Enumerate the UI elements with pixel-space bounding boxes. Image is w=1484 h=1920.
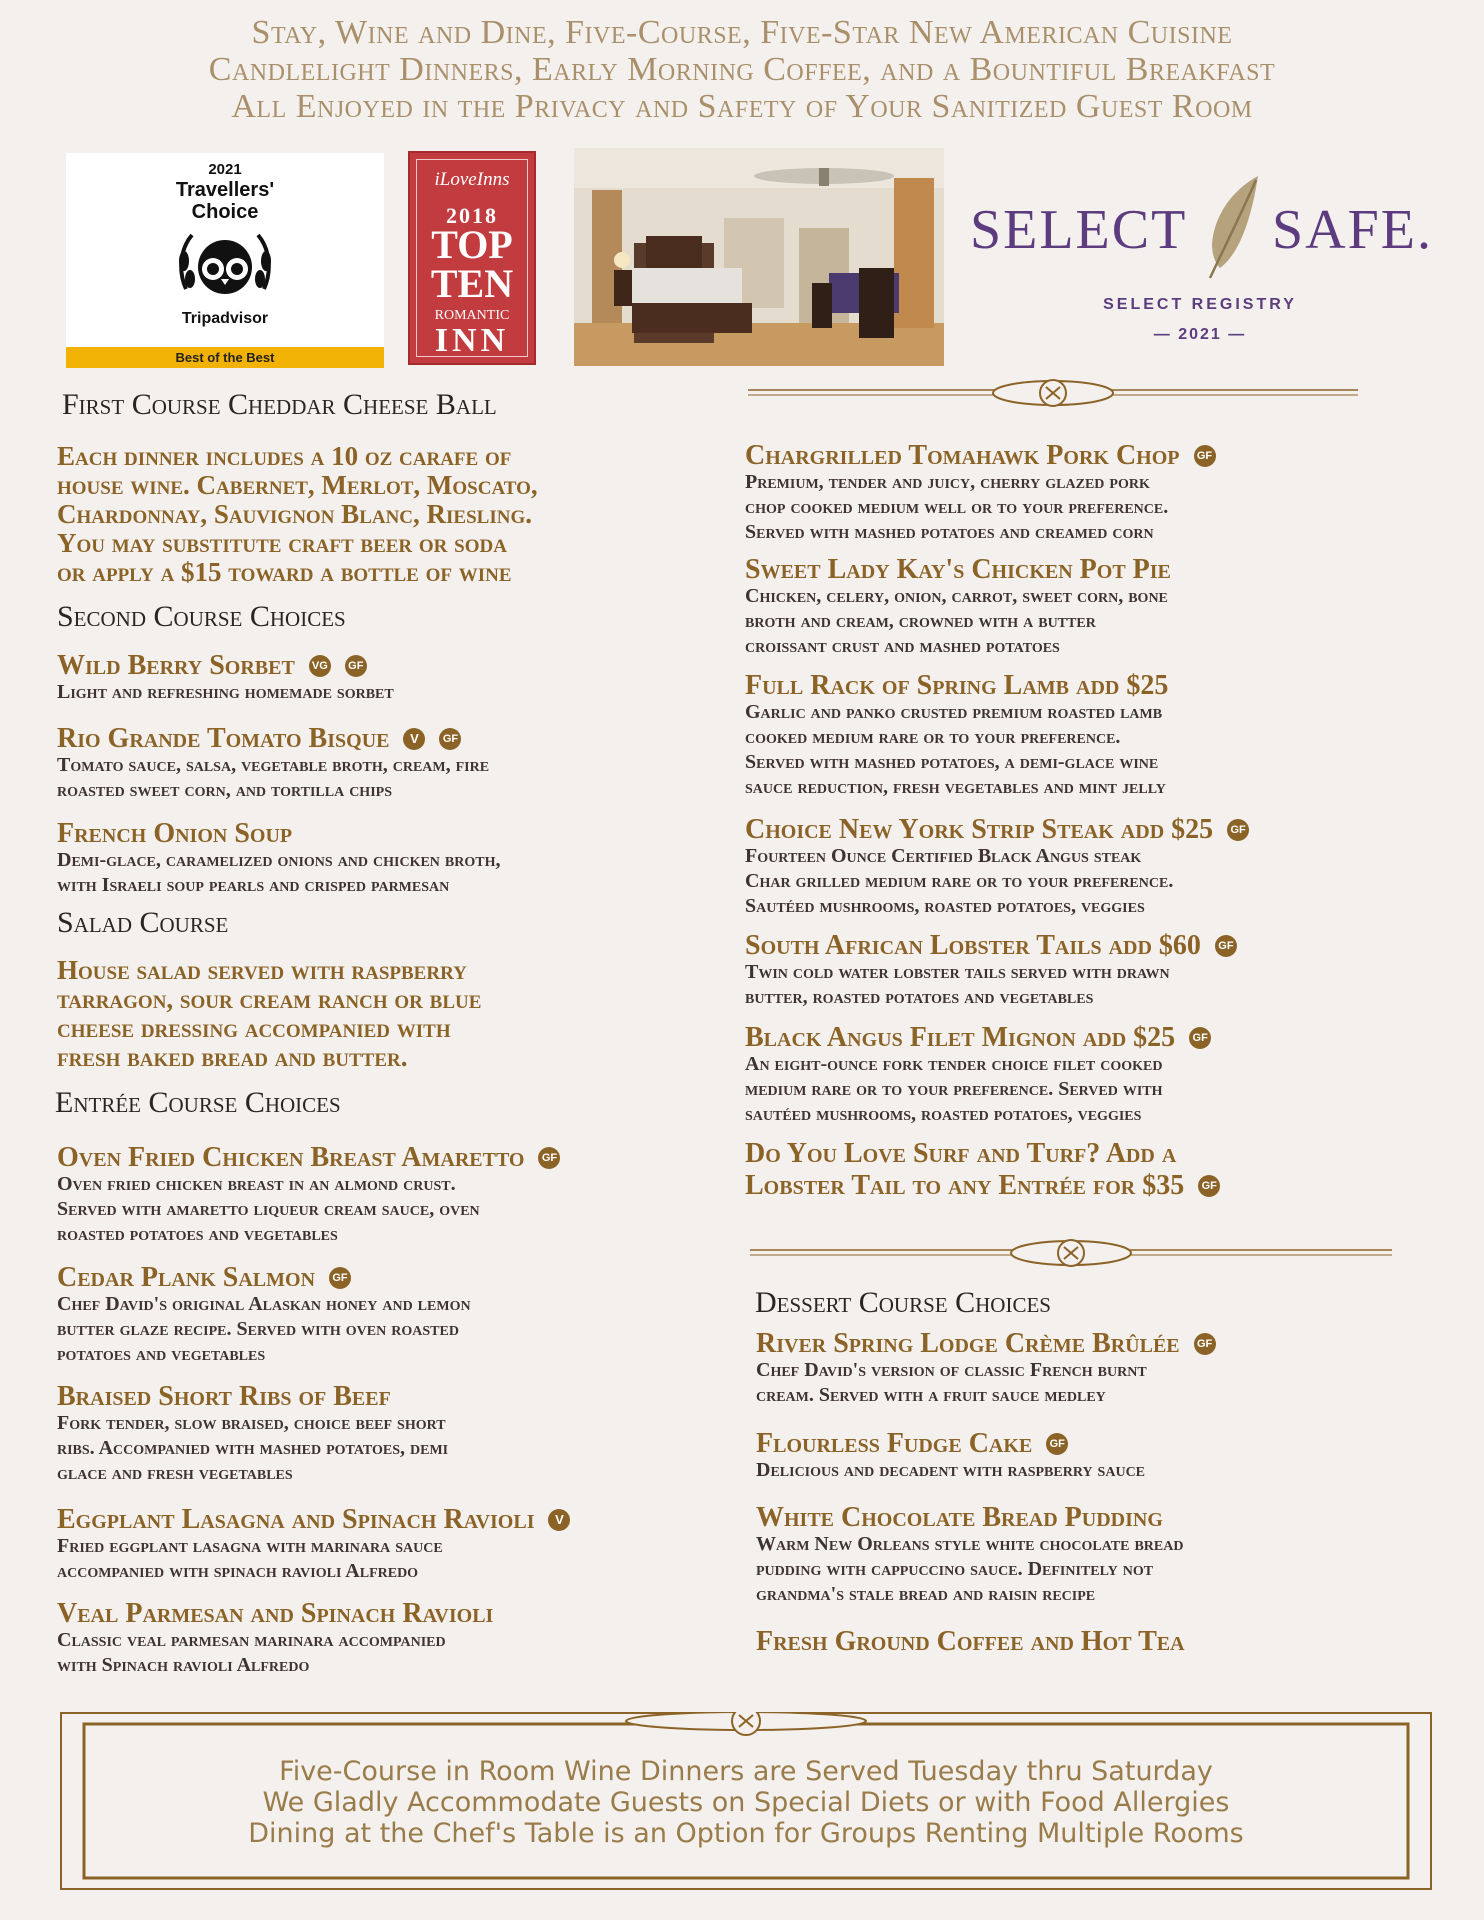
li-year: 2018: [446, 203, 498, 228]
salad-line: tarragon, sour cream ranch or blue: [57, 984, 482, 1014]
menu-item-desc: Fork tender, slow braised, choice beef short: [57, 1412, 446, 1434]
li-inn: INN: [434, 322, 510, 359]
menu-item-name: Choice New York Strip Steak add $25: [745, 814, 1214, 845]
gluten-free-badge-icon: GF: [329, 1267, 351, 1289]
menu-item-desc: An eight-ounce fork tender choice filet cooked: [745, 1053, 1163, 1075]
menu-item-desc: Garlic and panko crusted premium roasted lamb: [745, 701, 1163, 723]
vegetarian-badge-icon: V: [403, 728, 425, 750]
menu-item-name: River Spring Lodge Crème Brûlée: [756, 1328, 1180, 1359]
menu-item: [57, 652, 394, 705]
menu-item-name: Fresh Ground Coffee and Hot Tea: [756, 1626, 1185, 1657]
footer-text: [60, 1756, 1432, 1849]
menu-item-desc: potatoes and vegetables: [57, 1343, 266, 1365]
menu-item-desc: Oven fried chicken breast in an almond crust.: [57, 1173, 456, 1195]
gluten-free-badge-icon: GF: [439, 728, 461, 750]
header-line-1: Stay, Wine and Dine, Five-Course, Five-Star New American Cuisine: [251, 14, 1233, 51]
menu-item-desc: accompanied with spinach ravioli Alfredo: [57, 1560, 419, 1582]
menu-item-desc: Premium, tender and juicy, cherry glazed pork: [745, 471, 1150, 493]
gluten-free-badge-icon: GF: [345, 655, 367, 677]
li-top: TOP: [431, 222, 513, 267]
menu-item-desc: cream. Served with a fruit sauce medley: [756, 1384, 1106, 1406]
salad-line: cheese dressing accompanied with: [57, 1013, 451, 1043]
first-course-heading: First Course Cheddar Cheese Ball: [62, 388, 497, 421]
gluten-free-badge-icon: GF: [1194, 445, 1216, 467]
menu-item-desc: Char grilled medium rare or to your preference.: [745, 870, 1174, 892]
surf-turf-line: Lobster Tail to any Entrée for $35: [745, 1170, 1185, 1201]
salad-course-text: [57, 956, 481, 1072]
menu-item-desc: Tomato sauce, salsa, vegetable broth, cream, fire: [57, 754, 490, 776]
menu-item: [756, 1430, 1145, 1483]
menu-item: [745, 556, 1171, 659]
gluten-free-badge-icon: GF: [1046, 1433, 1068, 1455]
menu-item-name: South African Lobster Tails add $60: [745, 930, 1201, 961]
menu-item-desc: Warm New Orleans style white chocolate bread: [756, 1533, 1184, 1555]
menu-item-name: Full Rack of Spring Lamb add $25: [745, 670, 1169, 701]
vegan-badge-icon: VG: [309, 655, 331, 677]
first-course-line: house wine. Cabernet, Merlot, Moscato,: [57, 470, 538, 500]
menu-item-desc: pudding with cappuccino sauce. Definitely not: [756, 1558, 1154, 1580]
ta-title-1: Travellers': [175, 179, 275, 201]
owl-icon: [176, 227, 274, 307]
tripadvisor-badge: [66, 153, 384, 368]
gluten-free-badge-icon: GF: [1194, 1333, 1216, 1355]
vegetarian-badge-icon: V: [548, 1509, 570, 1531]
menu-item: [57, 1144, 560, 1247]
menu-item-desc: grandma's stale bread and raisin recipe: [756, 1583, 1096, 1605]
menu-item-desc: Served with mashed potatoes and creamed corn: [745, 521, 1154, 543]
page-header: [0, 14, 1484, 125]
ta-brand: Tripadvisor: [181, 310, 269, 327]
menu-item-name: Rio Grande Tomato Bisque: [57, 723, 390, 754]
menu-item-desc: with Spinach ravioli Alfredo: [57, 1654, 310, 1676]
menu-item-desc: Chicken, celery, onion, carrot, sweet corn, bone: [745, 585, 1168, 607]
menu-item-name: Chargrilled Tomahawk Pork Chop: [745, 440, 1180, 471]
menu-item-desc: butter, roasted potatoes and vegetables: [745, 986, 1094, 1008]
gluten-free-badge-icon: GF: [1215, 935, 1237, 957]
menu-item-desc: Demi-glace, caramelized onions and chicken broth,: [57, 849, 501, 871]
menu-item-desc: croissant crust and mashed potatoes: [745, 635, 1060, 657]
menu-item-desc: cooked medium rare or to your preference.: [745, 726, 1121, 748]
menu-item-desc: Delicious and decadent with raspberry sauce: [756, 1459, 1146, 1481]
menu-item-desc: roasted potatoes and vegetables: [57, 1223, 338, 1245]
menu-item-name: Eggplant Lasagna and Spinach Ravioli: [57, 1504, 535, 1535]
menu-item: [745, 816, 1249, 919]
iloveinns-badge: [408, 151, 536, 365]
second-course-heading: Second Course Choices: [57, 600, 346, 633]
gluten-free-badge-icon: GF: [1227, 819, 1249, 841]
ss-year: — 2021 —: [1153, 326, 1247, 343]
menu-item-desc: with Israeli soup pearls and crisped parmesan: [57, 874, 450, 896]
menu-item-desc: ribs. Accompanied with mashed potatoes, demi: [57, 1437, 449, 1459]
header-line-2: Candlelight Dinners, Early Morning Coffee, and a Bountiful Breakfast: [208, 51, 1276, 88]
salad-line: fresh baked bread and butter.: [57, 1042, 408, 1072]
menu-item-name: Braised Short Ribs of Beef: [57, 1381, 391, 1412]
menu-item-name: French Onion Soup: [57, 818, 293, 849]
menu-item: [57, 1506, 570, 1584]
surf-and-turf: [745, 1138, 1220, 1202]
menu-item-desc: glace and fresh vegetables: [57, 1462, 293, 1484]
first-course-text: [57, 442, 538, 587]
gluten-free-badge-icon: GF: [1198, 1175, 1220, 1197]
menu-item-desc: Classic veal parmesan marinara accompanied: [57, 1629, 446, 1651]
salad-line: House salad served with raspberry: [57, 955, 467, 985]
menu-item-name: Cedar Plank Salmon: [57, 1262, 316, 1293]
menu-item-desc: Served with mashed potatoes, a demi-glace wine: [745, 751, 1159, 773]
ss-registry: SELECT REGISTRY: [1103, 296, 1297, 313]
first-course-line: You may substitute craft beer or soda: [57, 528, 507, 558]
ornamental-divider-icon: [748, 376, 1358, 410]
menu-item-desc: roasted sweet corn, and tortilla chips: [57, 779, 392, 801]
footer-line-2: We Gladly Accommodate Guests on Special Diets or with Food Allergies: [262, 1787, 1230, 1818]
menu-item: [745, 672, 1168, 800]
first-course-line: Chardonnay, Sauvignon Blanc, Riesling.: [57, 499, 532, 529]
menu-item-name: Wild Berry Sorbet: [57, 650, 295, 681]
footer-box: [60, 1712, 1432, 1890]
menu-item-desc: sauce reduction, fresh vegetables and mint jelly: [745, 776, 1166, 798]
menu-item-desc: Fried eggplant lasagna with marinara sauce: [57, 1535, 443, 1557]
footer-line-3: Dining at the Chef's Table is an Option for Groups Renting Multiple Rooms: [248, 1818, 1244, 1849]
gluten-free-badge-icon: GF: [538, 1147, 560, 1169]
menu-item-desc: Served with amaretto liqueur cream sauce, oven: [57, 1198, 480, 1220]
menu-item: [756, 1504, 1183, 1607]
menu-item-name: Flourless Fudge Cake: [756, 1428, 1033, 1459]
menu-item-desc: Light and refreshing homemade sorbet: [57, 681, 394, 703]
menu-item-desc: Fourteen Ounce Certified Black Angus steak: [745, 845, 1142, 867]
menu-item: [57, 1383, 448, 1486]
menu-item-name: White Chocolate Bread Pudding: [756, 1502, 1163, 1533]
menu-item-name: Black Angus Filet Mignon add $25: [745, 1022, 1176, 1053]
ta-year: 2021: [208, 161, 242, 178]
header-line-3: All Enjoyed in the Privacy and Safety of Your Sanitized Guest Room: [231, 88, 1253, 125]
menu-item-desc: medium rare or to your preference. Served with: [745, 1078, 1163, 1100]
menu-item-name: Oven Fried Chicken Breast Amaretto: [57, 1142, 525, 1173]
menu-item-desc: Chef David's version of classic French burnt: [756, 1359, 1147, 1381]
ornamental-divider-icon: [750, 1236, 1392, 1270]
footer-line-1: Five-Course in Room Wine Dinners are Served Tuesday thru Saturday: [279, 1756, 1213, 1787]
ss-word-1: SELECT: [970, 199, 1188, 261]
salad-course-heading: Salad Course: [57, 906, 229, 939]
gluten-free-badge-icon: GF: [1189, 1027, 1211, 1049]
menu-item-name: Sweet Lady Kay's Chicken Pot Pie: [745, 554, 1171, 585]
menu-item: [745, 442, 1216, 545]
entree-course-heading: Entrée Course Choices: [55, 1086, 341, 1119]
menu-item-desc: butter glaze recipe. Served with oven roasted: [57, 1318, 459, 1340]
menu-item-desc: Twin cold water lobster tails served with drawn: [745, 961, 1170, 983]
dessert-course-heading: Dessert Course Choices: [755, 1286, 1051, 1319]
menu-item: [756, 1330, 1216, 1408]
menu-item: [57, 1600, 493, 1678]
li-brand: iLoveInns: [434, 169, 510, 190]
menu-item: [57, 820, 500, 898]
menu-item: [745, 932, 1237, 1010]
ta-title: [66, 179, 384, 223]
menu-item-desc: Sautéed mushrooms, roasted potatoes, veggies: [745, 895, 1145, 917]
menu-item-name: Veal Parmesan and Spinach Ravioli: [57, 1598, 494, 1629]
menu-item-desc: Chef David's original Alaskan honey and lemon: [57, 1293, 471, 1315]
ss-word-2: SAFE.: [1272, 199, 1433, 261]
guest-room-photo: [574, 148, 944, 366]
menu-item-desc: chop cooked medium well or to your preference.: [745, 496, 1169, 518]
menu-item-desc: sautéed mushrooms, roasted potatoes, veggies: [745, 1103, 1142, 1125]
ta-title-2: Choice: [191, 201, 259, 223]
surf-turf-line: Do You Love Surf and Turf? Add a: [745, 1138, 1177, 1169]
menu-item: [756, 1628, 1185, 1656]
li-romantic: ROMANTIC: [434, 308, 510, 323]
menu-item: [57, 1264, 471, 1367]
first-course-line: or apply a $15 toward a bottle of wine: [57, 557, 512, 587]
li-ten: TEN: [430, 261, 514, 306]
ta-best-bar: Best of the Best: [66, 347, 384, 368]
first-course-line: Each dinner includes a 10 oz carafe of: [57, 441, 512, 471]
quill-feather-icon: [1202, 172, 1268, 282]
select-safe-logo: [970, 166, 1433, 356]
menu-item: [745, 1024, 1211, 1127]
menu-item: [57, 725, 489, 803]
menu-item-desc: broth and cream, crowned with a butter: [745, 610, 1096, 632]
